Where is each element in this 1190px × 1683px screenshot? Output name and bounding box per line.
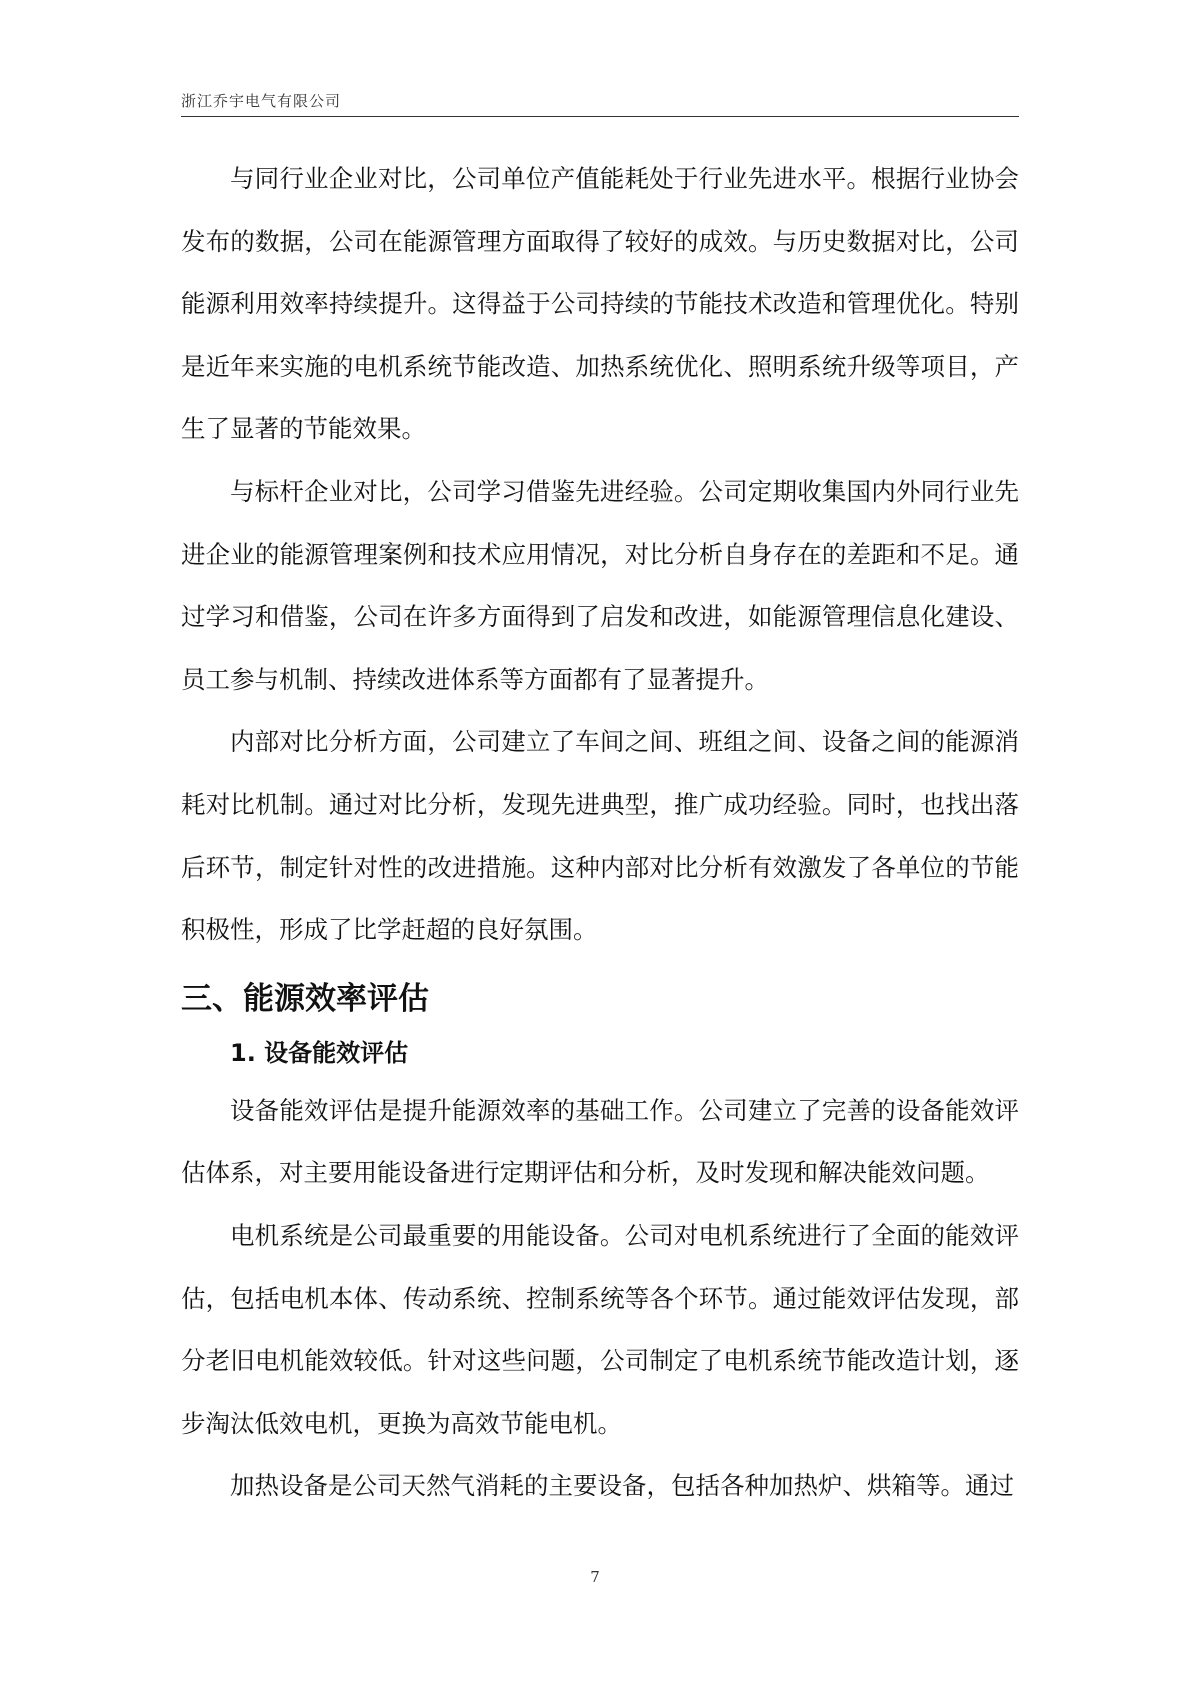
body-paragraph: 与标杆企业对比，公司学习借鉴先进经验。公司定期收集国内外同行业先进企业的能源管理案例和技术应用情况，对比分析自身存在的差距和不足。通过学习和借鉴，公司在许多方面得到了启发和改进，如能源管理信息化建设、员工参与机制、持续改进体系等方面都有了显著提升。 xyxy=(181,476,1019,694)
section-heading: 三、能源效率评估 xyxy=(181,980,429,1017)
body-paragraph: 与同行业企业对比，公司单位产值能耗处于行业先进水平。根据行业协会发布的数据，公司在能源管理方面取得了较好的成效。与历史数据对比，公司能源利用效率持续提升。这得益于公司持续的节能技术改造和管理优化。特别是近年来实施的电机系统节能改造、加热系统优化、照明系统升级等项目，产生了显著的节能效果。 xyxy=(181,164,1019,444)
body-paragraph: 电机系统是公司最重要的用能设备。公司对电机系统进行了全面的能效评估，包括电机本体、传动系统、控制系统等各个环节。通过能效评估发现，部分老旧电机能效较低。针对这些问题，公司制定了电机系统节能改造计划，逐步淘汰低效电机，更换为高效节能电机。 xyxy=(181,1220,1019,1438)
page-number: 7 xyxy=(590,1568,600,1586)
document-body xyxy=(181,148,1019,1518)
header-company-name: 浙江乔宇电气有限公司 xyxy=(181,92,342,110)
body-paragraph: 设备能效评估是提升能源效率的基础工作。公司建立了完善的设备能效评估体系，对主要用能设备进行定期评估和分析，及时发现和解决能效问题。 xyxy=(181,1095,1019,1188)
page-header xyxy=(181,86,1019,117)
subsection-heading: 1. 设备能效评估 xyxy=(230,1038,409,1067)
body-paragraph: 加热设备是公司天然气消耗的主要设备，包括各种加热炉、烘箱等。通过 xyxy=(230,1471,1014,1501)
body-paragraph: 内部对比分析方面，公司建立了车间之间、班组之间、设备之间的能源消耗对比机制。通过对比分析，发现先进典型，推广成功经验。同时，也找出落后环节，制定针对性的改进措施。这种内部对比分析有效激发了各单位的节能积极性，形成了比学赶超的良好氛围。 xyxy=(181,727,1019,945)
